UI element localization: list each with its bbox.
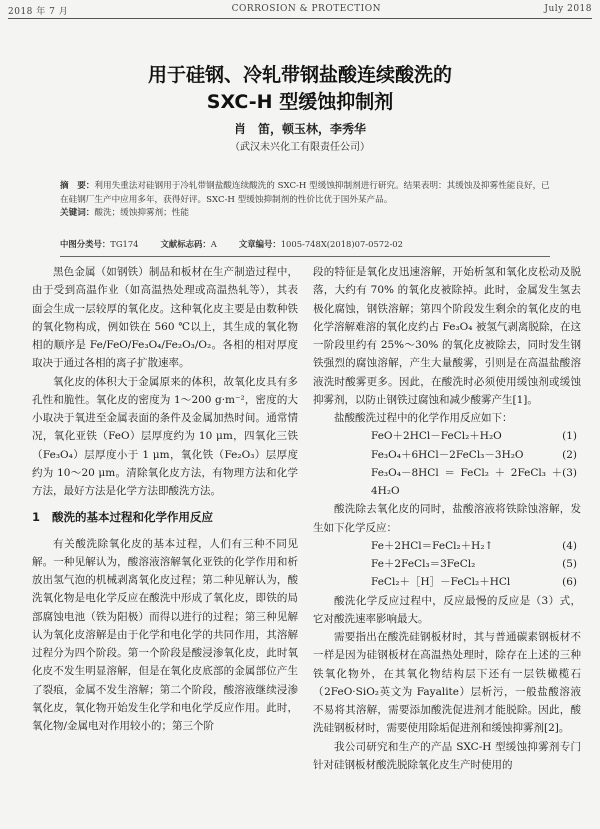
paragraph: 酸洗除去氧化皮的同时，盐酸溶液将铁除蚀溶解，发生如下化学反应：: [313, 503, 581, 534]
abstract-block: [60, 180, 550, 221]
paragraph: 盐酸酸洗过程中的化学作用反应如下：: [334, 412, 513, 424]
equation-body: Fe₃O₄－8HCl＝FeCl₂＋2FeCl₃＋4H₂O: [371, 466, 563, 497]
abstract-text: 利用失重法对硅钢用于冷轧带钢盐酸连续酸洗的 SXC-H 型缓蚀抑制剂进行研究。结果表明：其缓蚀及抑雾性能良好，已在硅钢厂生产中应用多年，获得好评。SXC-H 型缓蚀抑制剂的性价比优于国外某产品。: [60, 181, 550, 205]
header-date-en: July 2018: [544, 4, 592, 14]
paragraph: 我公司研究和生产的产品 SXC-H 型缓蚀抑雾剂专门针对硅钢板材酸洗脱除氧化皮生产时使用的: [313, 740, 581, 771]
section-title: 酸洗的基本过程和化学作用反应: [52, 510, 213, 525]
equation-body: Fe₃O₄＋6HCl－2FeCl₃－3H₂O: [371, 448, 524, 461]
equation-body: FeO＋2HCl－FeCl₂＋H₂O: [371, 430, 502, 443]
clc-label: 中图分类号：: [60, 239, 111, 249]
equation-body: Fe＋2FeCl₃＝3FeCl₂: [371, 558, 476, 570]
keywords-text: 酸洗；缓蚀抑雾剂；性能: [94, 208, 189, 218]
equation-number: (2): [562, 448, 577, 461]
equation: [313, 555, 581, 573]
paragraph: 黑色金属（如钢铁）制品和板材在生产制造过程中，由于受到高温作业（如高温热处理或高温热轧等），其表面会生成一层较厚的氧化皮。这种氧化皮主要是由数种铁的氧化物构成，例如铁在 560 ℃以上，其生成的氧化物相的顺序是 Fe/FeO/Fe₃O₄/Fe₂O₃/O₂。各相的相对厚度取决于通过各相的离子扩散速率。: [32, 266, 298, 370]
section-number: 1: [32, 510, 41, 525]
affiliation: （武汉未兴化工有限责任公司）: [230, 142, 370, 153]
equation: [313, 464, 581, 501]
running-header: [8, 4, 592, 19]
abstract: [60, 180, 550, 207]
equation: [313, 446, 581, 464]
equation-number: (5): [562, 558, 577, 570]
header-journal: CORROSION & PROTECTION: [231, 4, 381, 14]
right-column: [313, 263, 581, 774]
clc-code: [60, 238, 139, 250]
equation-body: FeCl₂＋［H］－FeCl₂＋HCl: [371, 576, 511, 589]
equation: [313, 537, 581, 555]
paragraph: 氧化皮的体积大于金属原来的体积，故氧化皮具有多孔性和脆性。氧化皮的密度为 1～200 g·m⁻²，密度的大小取决于氧进至金属表面的条件及金属加热时间。通常情况，氧化亚铁（FeO）层厚度约为 10 μm，四氧化三铁（Fe₃O₄）层厚度小于 1 μm，氧化铁（Fe₂O₃）层厚度约为 10～20 μm。清除氧化皮方法，有物理方法和化学方法，最好方法是化学方法即酸洗方法。: [32, 375, 298, 497]
header-date: 2018 年 7 月: [8, 7, 69, 17]
abstract-label: 摘 要：: [60, 181, 95, 191]
equation-body: Fe＋2HCl＝FeCl₂＋H₂↑: [371, 539, 494, 552]
paragraph: 需要指出在酸洗硅钢板材时，其与普通碳素钢板材不一样是因为硅钢板材在高温热处理时，除存在上述的三种铁氧化物外，在其氧化物结构层下还有一层铁橄榄石（2FeO·SiO₂英文为 Fayalite）层析污，一般盐酸溶液不易将其溶解，需要添加酸洗促进剂才能脱除。因此，酸洗硅钢板材时，需要使用除垢促进剂和缓蚀抑雾剂[2]。: [313, 631, 581, 735]
paragraph: 有关酸洗除氧化皮的基本过程，人们有三种不同见解。一种见解认为，酸溶液溶解氧化亚铁的化学作用和析放出氢气泡的机械剥离氧化皮过程；第二种见解认为，酸洗氧化物是电化学反应在酸洗中形成了氧化皮，即铁的局部腐蚀电池（铁为阳极）而得以进行的过程；第三种见解认为氧化皮溶解是由于化学和电化学的共同作用，其溶解过程分为四个阶段。第一个阶段是酸浸渗氧化皮，此时氧化皮不发生明显溶解，但是在氧化皮底部的金属部位产生了裂痕，金属不发生溶解；第二个阶段，酸溶液继续浸渗氧化皮，氧化物开始发生化学和电化学反应作用。此时，氧化物/金属电对作用较小的；第三个阶: [32, 537, 298, 732]
equation: [313, 573, 581, 591]
keywords: [60, 207, 550, 221]
clc-value: TG174: [110, 239, 139, 249]
paper-title-line1: 用于硅钢、冷轧带钢盐酸连续酸洗的: [147, 64, 452, 86]
article-label: 文章编号：: [238, 239, 281, 249]
paragraph: 段的特征是氧化皮迅速溶解，开始析氢和氧化皮松动及脱落，大约有 70% 的氧化皮被除掉。此时，金属发生氢去极化腐蚀，钢铁溶解；第四个阶段发生剩余的氧化皮的电化学溶解难溶的氧化皮约占 Fe₃O₄ 被氢气剥离脱除，在这一阶段里约有 25%～30% 的氧化皮被除去，同时发生钢铁强烈的腐蚀溶解，产生大量酸雾，引则是在高温盐酸溶液洗时酸雾更多。因此，在酸洗时必须使用缓蚀剂或缓蚀抑雾剂，以防止钢铁过腐蚀和减少酸雾产生[1]。: [313, 266, 581, 406]
equation-number: (1): [562, 430, 577, 443]
keywords-label: 关键词：: [60, 208, 95, 218]
classification-line: [60, 238, 550, 250]
doc-code: [161, 238, 217, 250]
equation-number: (4): [562, 539, 577, 552]
section-heading: [32, 508, 298, 526]
article-number: [239, 238, 403, 250]
equation: [313, 427, 581, 445]
authors: 肖 笛，顿玉林，李秀华: [233, 122, 366, 136]
paragraph: 酸洗化学反应过程中，反应最慢的反应是（3）式，它对酸洗速率影响最大。: [313, 594, 581, 625]
doc-value: A: [210, 239, 217, 249]
equation-number: (6): [562, 576, 577, 589]
paper-title-line2: SXC-H 型缓蚀抑制剂: [206, 91, 394, 113]
divider: [60, 256, 550, 257]
doc-label: 文献标志码：: [160, 239, 211, 249]
equation-number: (3): [562, 466, 577, 479]
article-value: 1005-748X(2018)07-0572-02: [280, 239, 403, 249]
left-column: [32, 263, 298, 735]
